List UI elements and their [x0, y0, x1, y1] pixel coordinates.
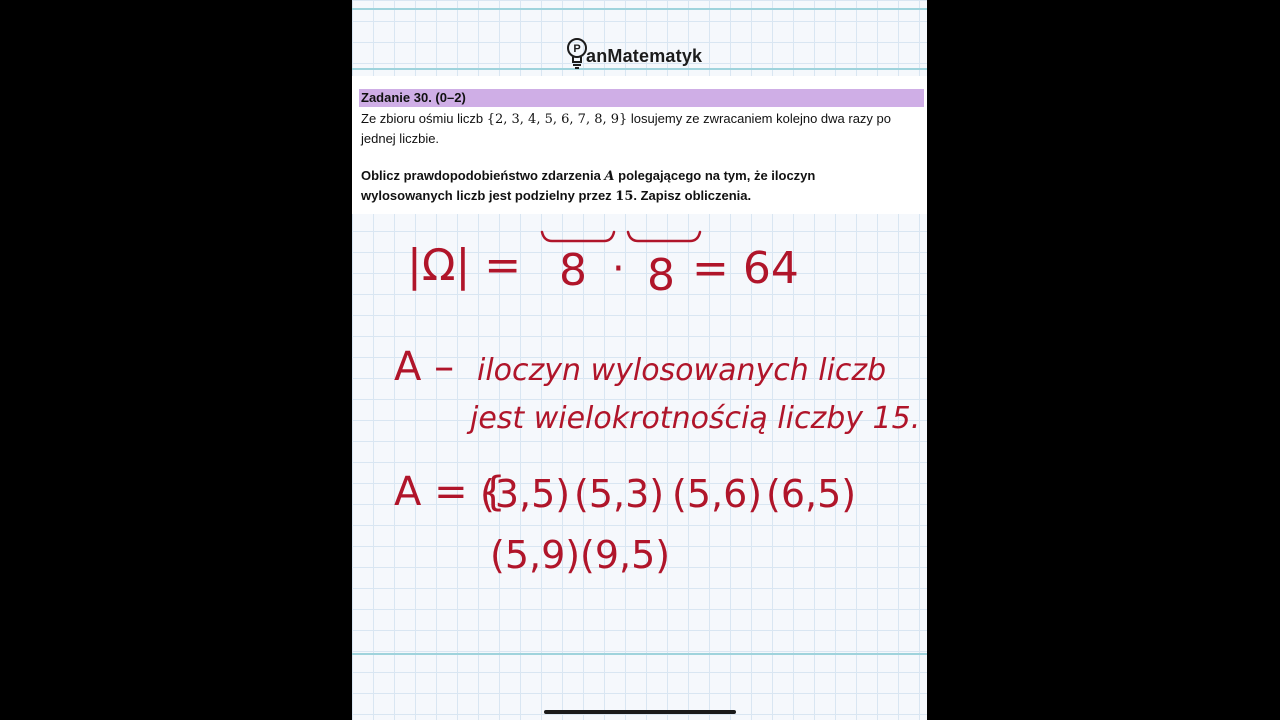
event-symbol: A: [604, 169, 615, 184]
pair-5-6: (5,6): [672, 472, 763, 516]
task-question-line2: [361, 186, 911, 207]
question-text-2-rest: . Zapisz obliczenia.: [633, 188, 752, 203]
omega-cardinality: |Ω| =: [407, 240, 522, 291]
factor-1: 8: [559, 245, 587, 296]
event-label: A –: [394, 344, 455, 390]
home-indicator[interactable]: [544, 710, 736, 714]
question-text-rest: polegającego na tym, że iloczyn: [614, 168, 816, 183]
top-divider: [352, 8, 927, 10]
intro-text: Ze zbioru ośmiu liczb: [361, 111, 487, 126]
logo: [566, 36, 702, 72]
task-question-line1: [361, 166, 911, 187]
task-intro-line1: [361, 109, 911, 130]
event-set-prefix: A = {: [394, 469, 506, 515]
brace-2: [628, 232, 700, 241]
brace-1: [542, 232, 614, 241]
lightbulb-icon: [566, 37, 588, 71]
logo-text: anMatematyk: [586, 45, 703, 66]
event-definition-line1: iloczyn wylosowanych liczb: [477, 353, 887, 388]
factor-2: 8: [647, 250, 675, 301]
multiply-dot: ·: [612, 246, 625, 292]
worksheet-page: [352, 0, 927, 720]
pair-3-5: (3,5): [480, 472, 571, 516]
pair-9-5: (9,5): [580, 533, 671, 577]
event-definition-line2: jest wielokrotnością liczby 15.: [470, 401, 921, 436]
logo-letter: P: [573, 43, 581, 55]
question-text: Oblicz prawdopodobieństwo zdarzenia: [361, 168, 605, 183]
pair-5-9: (5,9): [490, 533, 581, 577]
pair-6-5: (6,5): [766, 472, 857, 516]
task-header-bar: [359, 89, 924, 107]
bottom-divider: [352, 653, 927, 655]
task-intro-line2: jednej liczbie.: [361, 131, 440, 146]
intro-text-rest: losujemy ze zwracaniem kolejno dwa razy po: [627, 111, 892, 126]
pair-5-3: (5,3): [574, 472, 665, 516]
task-title: Zadanie 30. (0–2): [361, 90, 466, 105]
divisor-number: 15: [615, 189, 634, 204]
number-set: {2, 3, 4, 5, 6, 7, 8, 9}: [486, 112, 628, 127]
omega-result: = 64: [692, 243, 799, 294]
question-text-2: wylosowanych liczb jest podzielny przez: [361, 188, 616, 203]
task-box: [352, 76, 927, 214]
